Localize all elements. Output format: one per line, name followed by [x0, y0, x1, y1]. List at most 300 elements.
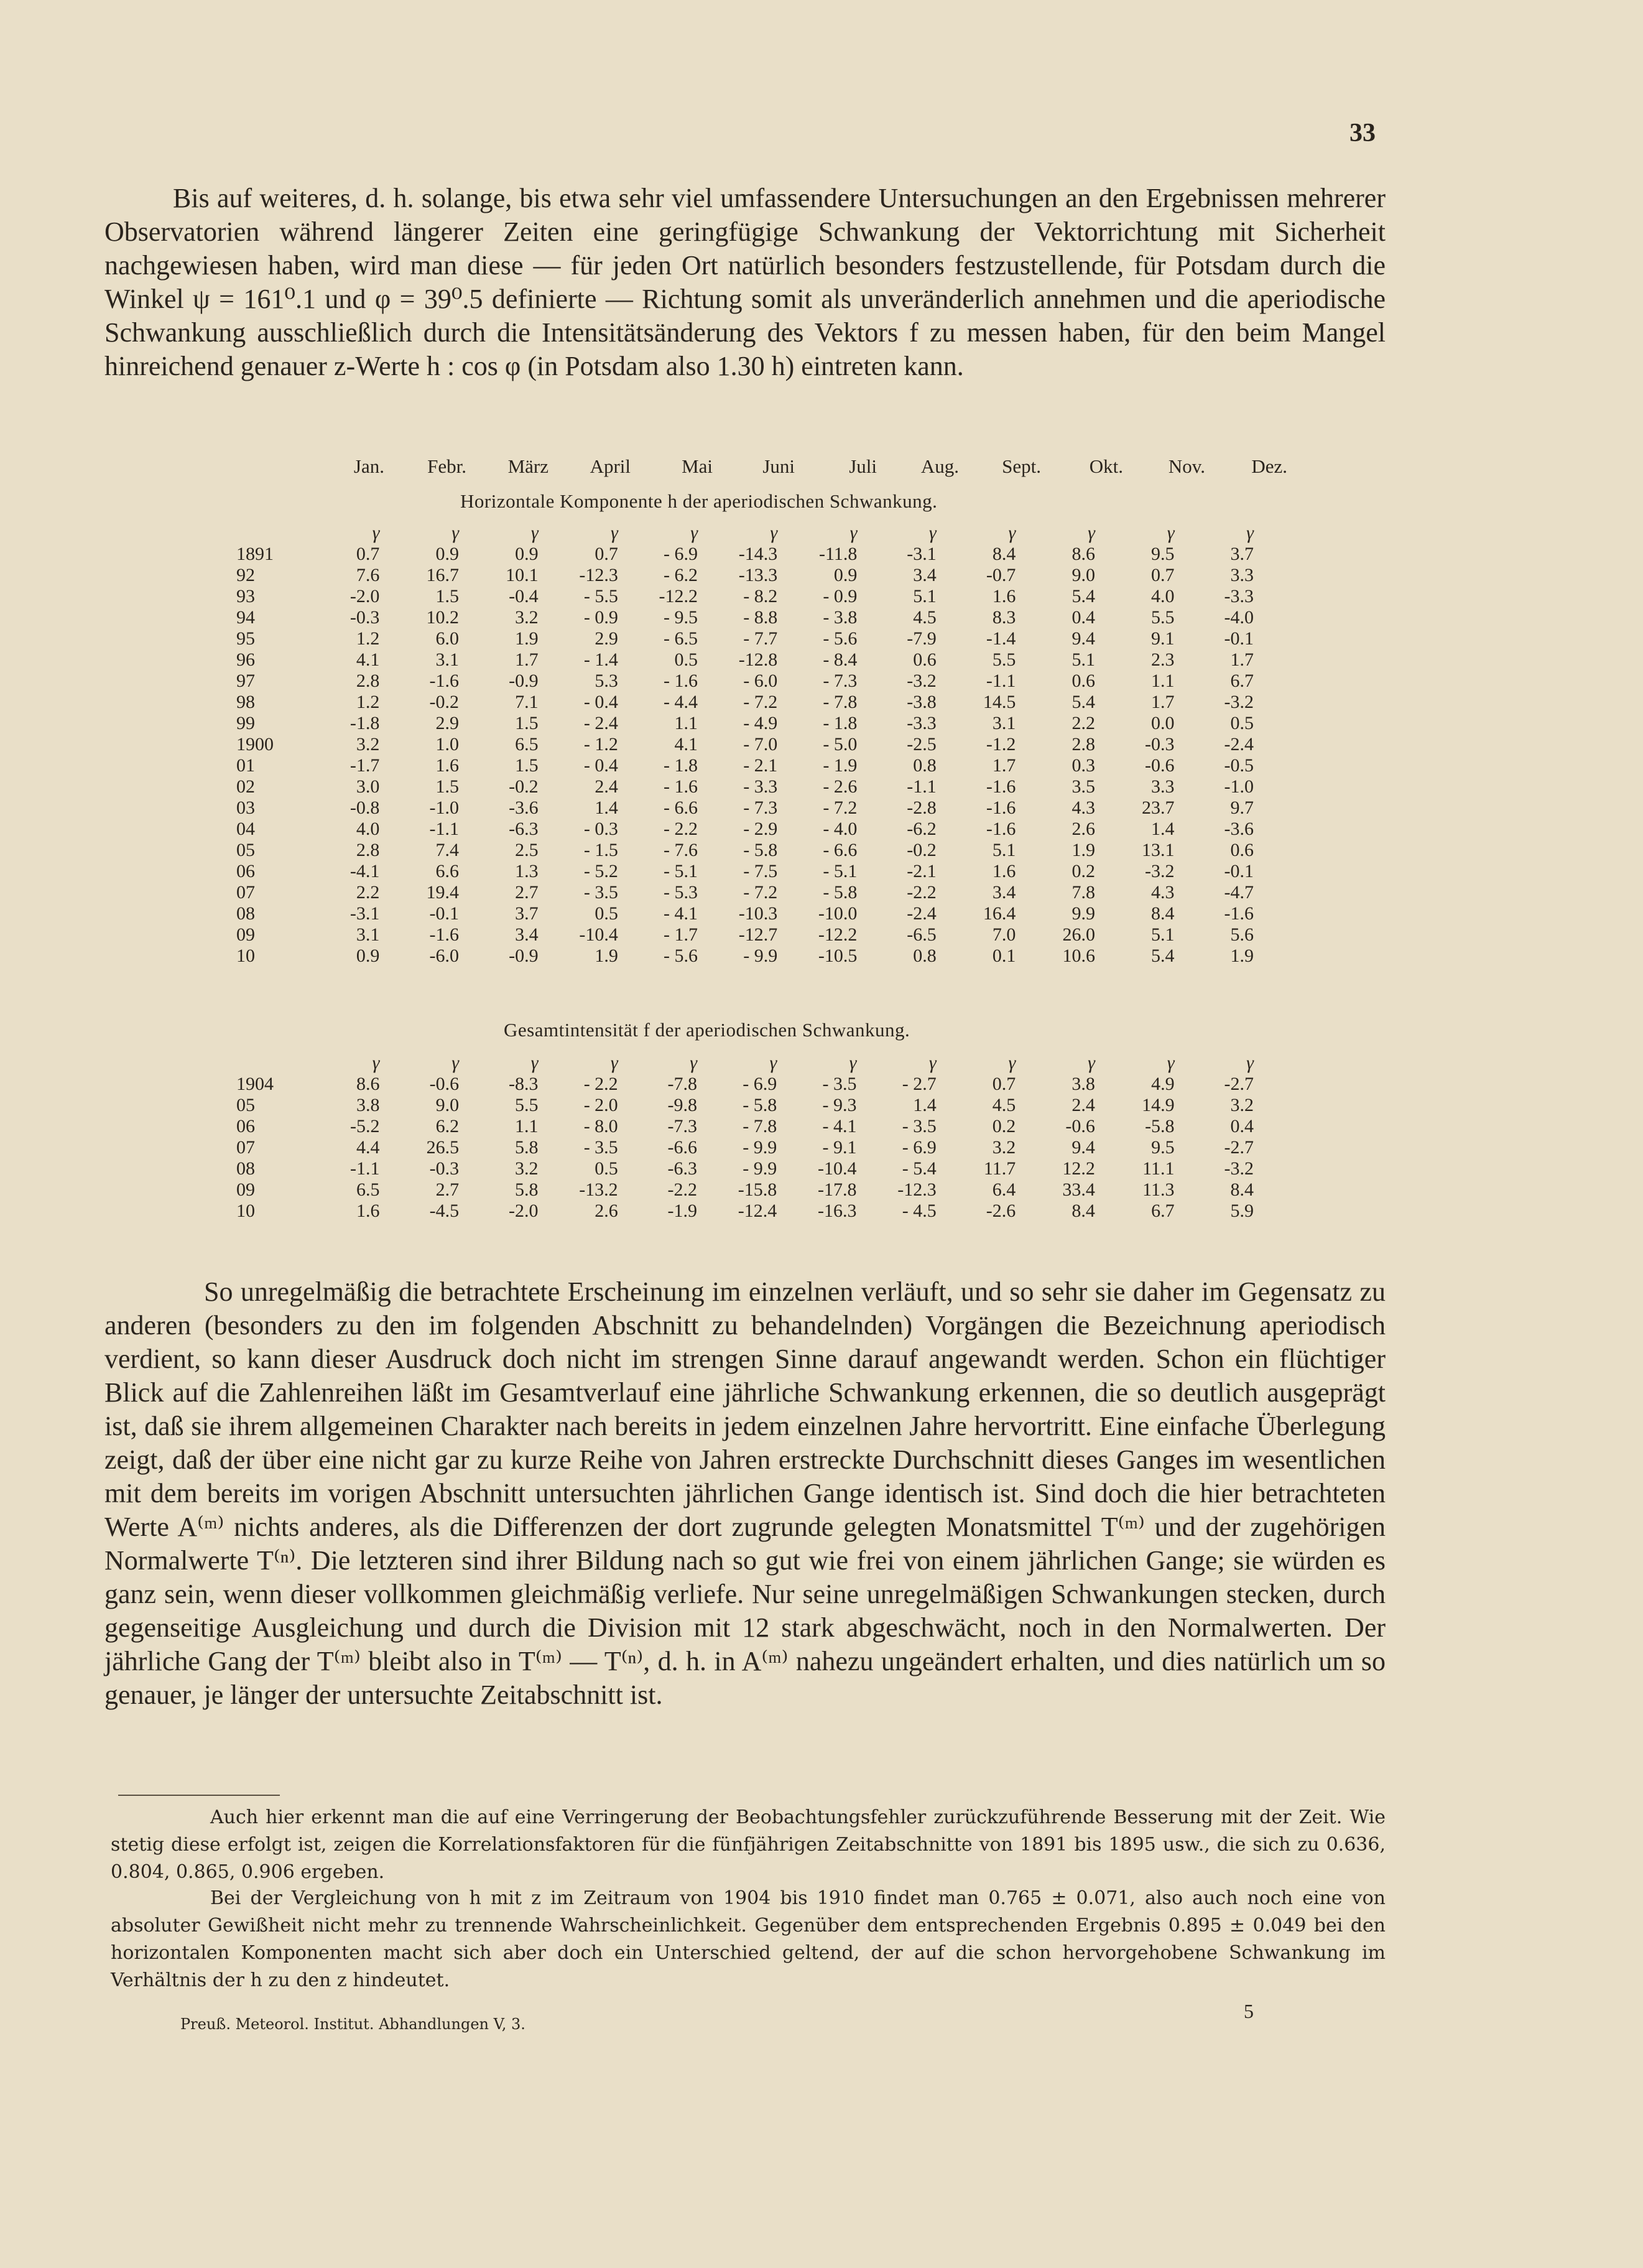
table-cell: 1.4 — [1151, 819, 1175, 839]
table-cell: -11.8 — [819, 544, 858, 564]
table-cell: 5.5 — [514, 1095, 539, 1115]
paragraph-intro: Bis auf weiteres, d. h. solange, bis etwa sehr viel umfassendere Untersuchungen an den Ergebnissen mehrerer Observatorien während längerer Zeiten eine geringfügige Schwankung der Vektorrichtung mit Sicherheit nachgewiesen haben, wird man diese — für jeden Ort natürlich besonders festzustellende, für Potsdam durch die Winkel ψ = 161⁰.1 und φ = 39⁰.5 definierte — Richtung somit als unveränderlich annehmen und die aperiodische Schwankung ausschließlich durch die Intensitätsänderung des Vektors f zu messen haben, für den beim Mangel hinreichend genauer z-Werte h : cos φ (in Potsdam also 1.30 h) eintreten kann. — [104, 183, 1386, 381]
table-cell: 8.6 — [1071, 544, 1095, 564]
table-cell: 10.6 — [1062, 946, 1095, 966]
footer-publication: Preuß. Meteorol. Institut. Abhandlungen V, 3. — [180, 2015, 525, 2033]
table-cell: - 6.5 — [664, 628, 698, 649]
table-cell: 19.4 — [426, 882, 460, 903]
table-cell: -0.1 — [429, 903, 460, 924]
table-cell: -0.3 — [429, 1158, 460, 1179]
table-cell: -0.7 — [986, 565, 1016, 585]
table-cell: 5.1 — [992, 840, 1016, 860]
table-cell: -8.3 — [508, 1074, 539, 1094]
unit-symbol: γ — [1246, 523, 1254, 543]
table-cell: 3.2 — [992, 1137, 1016, 1158]
unit-symbol: γ — [1088, 1053, 1095, 1073]
table-cell: -5.2 — [349, 1116, 380, 1136]
table-cell: 0.8 — [913, 946, 937, 966]
table-cell: 2.8 — [356, 671, 380, 691]
row-year: 08 — [236, 1158, 255, 1179]
table-cell: 2.3 — [1151, 649, 1175, 670]
table-cell: 4.3 — [1071, 797, 1095, 818]
table-cell: - 3.3 — [743, 776, 778, 797]
table-cell: 33.4 — [1062, 1179, 1095, 1200]
table-cell: -12.3 — [579, 565, 618, 585]
table-cell: 2.2 — [1071, 713, 1095, 733]
table-row — [236, 1095, 1256, 1116]
table-cell: -1.4 — [986, 628, 1016, 649]
table-row — [236, 797, 1256, 819]
table-cell: - 2.9 — [743, 819, 778, 839]
table-cell: -0.9 — [509, 671, 539, 691]
table-cell: 5.9 — [1230, 1201, 1254, 1221]
table-cell: - 2.2 — [583, 1074, 618, 1094]
row-year: 01 — [236, 755, 255, 776]
table-cell: 10.2 — [426, 607, 460, 628]
unit-symbol: γ — [770, 523, 778, 543]
unit-symbol: γ — [690, 1053, 698, 1073]
table-cell: 7.1 — [515, 692, 539, 712]
table-cell: 8.4 — [1151, 903, 1175, 924]
table-cell: 4.1 — [674, 734, 698, 755]
table-cell: - 9.5 — [664, 607, 698, 628]
table-row — [236, 565, 1256, 586]
table-cell: 16.7 — [426, 565, 460, 585]
row-year: 07 — [236, 882, 255, 903]
month-label: Febr. — [427, 455, 466, 477]
table-cell: 1.1 — [514, 1116, 539, 1136]
table-cell: - 5.6 — [664, 946, 698, 966]
table-cell: -0.6 — [1065, 1116, 1095, 1136]
table-cell: - 6.0 — [743, 671, 778, 691]
table-cell: -2.0 — [508, 1201, 539, 1221]
table-cell: -4.0 — [1224, 607, 1254, 628]
table-row — [236, 861, 1256, 882]
table-cell: 2.8 — [1071, 734, 1095, 755]
table-cell: - 7.2 — [743, 692, 778, 712]
row-year: 08 — [236, 903, 255, 924]
table-cell: -1.1 — [429, 819, 460, 839]
table-cell: 10.1 — [506, 565, 539, 585]
table-cell: -6.0 — [429, 946, 460, 966]
table-cell: 9.4 — [1071, 628, 1095, 649]
table-cell: - 9.9 — [743, 1137, 777, 1158]
table1-caption: Horizontale Komponente h der aperiodischen Schwankung. — [460, 490, 938, 512]
table-cell: 7.6 — [356, 565, 380, 585]
unit-symbol: γ — [1008, 1053, 1016, 1073]
table-cell: 3.2 — [514, 1158, 539, 1179]
row-year: 09 — [236, 924, 255, 945]
table-row — [236, 649, 1256, 671]
table-cell: 2.7 — [515, 882, 539, 903]
footnote-2: Bei der Vergleichung von h mit z im Zeitraum von 1904 bis 1910 findet man 0.765 ± 0.071, also auch noch eine von absoluter Gewißheit nicht mehr zu trennende Wahrscheinlichkeit. Gegenüber dem entsprechenden Ergebnis 0.895 ± 0.049 bei den horizontalen Komponenten macht sich aber doch ein Unterschied geltend, der auf die schon hervorgehobene Schwankung im Verhältnis der h zu den z hindeutet. — [111, 1887, 1386, 1991]
table-cell: 1.3 — [515, 861, 539, 881]
table-cell: -17.8 — [817, 1179, 857, 1200]
table-cell: 3.0 — [356, 776, 380, 797]
table-cell: 1.6 — [992, 861, 1016, 881]
table-cell: -12.7 — [738, 924, 778, 945]
table-cell: - 3.5 — [583, 1137, 618, 1158]
table-cell: -3.6 — [509, 797, 539, 818]
unit-symbol: γ — [849, 1053, 857, 1073]
table-cell: 1.9 — [1071, 840, 1095, 860]
table-cell: 11.3 — [1142, 1179, 1175, 1200]
table-row — [236, 586, 1256, 607]
table-cell: -6.5 — [907, 924, 937, 945]
table-cell: 3.1 — [992, 713, 1016, 733]
table-cell: - 7.3 — [823, 671, 858, 691]
table-cell: - 1.6 — [664, 671, 698, 691]
row-year: 05 — [236, 840, 255, 860]
table-cell: 11.1 — [1142, 1158, 1175, 1179]
table-cell: - 5.4 — [902, 1158, 937, 1179]
table-cell: 2.4 — [595, 776, 618, 797]
table-cell: -1.6 — [1224, 903, 1254, 924]
table-cell: 3.2 — [515, 607, 539, 628]
table-cell: -1.6 — [986, 797, 1016, 818]
table-cell: -12.8 — [738, 649, 778, 670]
table-row — [236, 882, 1256, 903]
table-cell: 0.9 — [833, 565, 858, 585]
table-cell: -12.4 — [738, 1201, 777, 1221]
table-cell: -10.5 — [818, 946, 858, 966]
table-cell: 4.5 — [992, 1095, 1016, 1115]
table-cell: - 5.8 — [743, 840, 778, 860]
table-cell: 8.4 — [1071, 1201, 1095, 1221]
table-cell: 6.7 — [1151, 1201, 1175, 1221]
table-cell: - 5.1 — [664, 861, 698, 881]
table-cell: - 6.6 — [664, 797, 698, 818]
table-cell: 1.7 — [1151, 692, 1175, 712]
table-cell: -0.2 — [429, 692, 460, 712]
table-cell: - 7.3 — [743, 797, 778, 818]
row-year: 95 — [236, 628, 255, 649]
table-cell: 9.1 — [1151, 628, 1175, 649]
table-cell: 7.8 — [1071, 882, 1095, 903]
table-cell: 2.4 — [1071, 1095, 1095, 1115]
table-cell: -10.4 — [817, 1158, 857, 1179]
table-cell: -2.8 — [907, 797, 937, 818]
table-cell: 2.7 — [435, 1179, 460, 1200]
table-cell: -2.7 — [1224, 1137, 1254, 1158]
table-cell: -3.1 — [907, 544, 937, 564]
table-cell: -2.0 — [349, 586, 380, 607]
table-row — [236, 1179, 1256, 1201]
table-cell: 8.4 — [1230, 1179, 1254, 1200]
month-label: Okt. — [1089, 455, 1123, 477]
table-cell: - 2.7 — [902, 1074, 937, 1094]
table-cell: -0.3 — [1145, 734, 1175, 755]
table-cell: - 1.2 — [583, 734, 618, 755]
table-cell: - 8.8 — [743, 607, 778, 628]
month-label: April — [590, 455, 631, 477]
table-cell: -3.2 — [1145, 861, 1175, 881]
table-cell: - 0.4 — [583, 755, 618, 776]
table-cell: 3.2 — [356, 734, 380, 755]
table-cell: - 6.9 — [902, 1137, 937, 1158]
table-cell: - 6.6 — [823, 840, 858, 860]
table-cell: 3.8 — [1071, 1074, 1095, 1094]
table-cell: 0.7 — [356, 544, 380, 564]
table-cell: -1.1 — [986, 671, 1016, 691]
table-cell: - 9.3 — [822, 1095, 857, 1115]
table-cell: 4.1 — [356, 649, 380, 670]
table-cell: 3.3 — [1230, 565, 1254, 585]
month-label: Jan. — [353, 455, 384, 477]
table-row — [236, 755, 1256, 776]
table-cell: - 2.6 — [823, 776, 858, 797]
month-label: Sept. — [1002, 455, 1041, 477]
table-cell: - 6.9 — [664, 544, 698, 564]
table-total-intensity — [236, 1053, 1256, 1222]
row-year: 09 — [236, 1179, 255, 1200]
table-cell: 0.5 — [595, 1158, 618, 1179]
row-year: 05 — [236, 1095, 255, 1115]
table-cell: 2.9 — [595, 628, 618, 649]
unit-symbol: γ — [928, 523, 937, 543]
unit-symbol: γ — [611, 523, 618, 543]
table-cell: 11.7 — [983, 1158, 1016, 1179]
table-cell: - 2.1 — [743, 755, 778, 776]
row-year: 96 — [236, 649, 255, 670]
table-cell: - 3.8 — [823, 607, 858, 628]
table-cell: -7.3 — [667, 1116, 698, 1136]
unit-symbol: γ — [1088, 523, 1095, 543]
table-cell: 0.6 — [913, 649, 937, 670]
table-cell: -12.2 — [659, 586, 698, 607]
paragraph-main: So unregelmäßig die betrachtete Erscheinung im einzelnen verläuft, und so sehr sie daher im Gegensatz zu anderen (besonders zu den im folgenden Abschnitt zu behandelnden) Vorgängen die Bezeichnung aperiodisch verdient, so kann dieser Ausdruck doch nicht im strengen Sinne darauf angewandt werden. Schon ein flüchtiger Blick auf die Zahlenreihen läßt im Gesamtverlauf eine jährliche Schwankung erkennen, die so deutlich ausgeprägt ist, daß sie ihrem allgemeinen Charakter nach bereits in jedem einzelnen Jahre hervortritt. Eine einfache Überlegung zeigt, daß der über eine nicht gar zu kurze Reihe von Jahren erstreckte Durchschnitt dieses Ganges im wesentlichen mit dem bereits im vorigen Abschnitt untersuchten jährlichen Gange identisch ist. Sind doch die hier betrachteten Werte A⁽ᵐ⁾ nichts anderes, als die Differenzen der dort zugrunde gelegten Monatsmittel T⁽ᵐ⁾ und der zugehörigen Normalwerte T⁽ⁿ⁾. Die letzteren sind ihrer Bildung nach so gut wie frei von einem jährlichen Gange; sie würden es ganz sein, wenn dieser vollkommen gleichmäßig verliefe. Nur seine unregelmäßigen Schwankungen stecken, durch gegenseitige Ausgleichung und durch die Division mit 12 stark abgeschwächt, noch in den Normalwerten. Der jährliche Gang der T⁽ᵐ⁾ bleibt also in T⁽ᵐ⁾ — T⁽ⁿ⁾, d. h. in A⁽ᵐ⁾ nahezu ungeändert erhalten, und dies natürlich um so genauer, je länger der untersuchte Zeitabschnitt ist. — [104, 1276, 1386, 1710]
table-cell: 1.1 — [1151, 671, 1175, 691]
row-year: 92 — [236, 565, 255, 585]
table-cell: -10.0 — [818, 903, 858, 924]
table-cell: -6.2 — [907, 819, 937, 839]
table-cell: -0.2 — [509, 776, 539, 797]
table-cell: -4.7 — [1224, 882, 1254, 903]
unit-symbol: γ — [928, 1053, 937, 1073]
row-year: 1891 — [236, 544, 274, 564]
table-cell: - 5.8 — [823, 882, 858, 903]
table-cell: - 4.0 — [823, 819, 858, 839]
table-cell: -3.6 — [1224, 819, 1254, 839]
table-cell: 2.2 — [356, 882, 380, 903]
table-cell: - 5.5 — [583, 586, 618, 607]
table-cell: 5.6 — [1230, 924, 1254, 945]
table-cell: -6.3 — [667, 1158, 698, 1179]
table-cell: - 5.0 — [823, 734, 858, 755]
table-cell: - 1.6 — [664, 776, 698, 797]
table-cell: -2.4 — [1224, 734, 1254, 755]
table-cell: 23.7 — [1142, 797, 1175, 818]
table-cell: 5.5 — [1151, 607, 1175, 628]
table-cell: - 7.8 — [823, 692, 858, 712]
table-row — [236, 544, 1256, 565]
row-year: 1904 — [236, 1074, 274, 1094]
table-cell: 7.0 — [992, 924, 1016, 945]
table-cell: -6.6 — [667, 1137, 698, 1158]
table-cell: 9.4 — [1071, 1137, 1095, 1158]
row-year: 94 — [236, 607, 255, 628]
table-cell: 5.4 — [1071, 692, 1095, 712]
table-cell: 5.4 — [1151, 946, 1175, 966]
table-cell: 9.9 — [1071, 903, 1095, 924]
table-cell: -3.2 — [1224, 1158, 1254, 1179]
table-cell: 5.5 — [992, 649, 1016, 670]
table-cell: - 3.5 — [822, 1074, 857, 1094]
table-cell: 2.9 — [435, 713, 460, 733]
row-year: 03 — [236, 797, 255, 818]
table-cell: - 7.7 — [743, 628, 778, 649]
table-cell: 16.4 — [983, 903, 1016, 924]
page-number: 33 — [1349, 119, 1376, 147]
table-cell: 0.4 — [1230, 1116, 1254, 1136]
table-cell: - 8.2 — [743, 586, 778, 607]
table-cell: 1.5 — [515, 755, 539, 776]
table-cell: - 3.5 — [583, 882, 618, 903]
row-year: 10 — [236, 1201, 255, 1221]
table-cell: 26.5 — [426, 1137, 460, 1158]
table-cell: 6.2 — [435, 1116, 460, 1136]
table-cell: -15.8 — [738, 1179, 777, 1200]
table-cell: 0.1 — [992, 946, 1016, 966]
table-row — [236, 819, 1256, 840]
table-cell: -2.2 — [667, 1179, 698, 1200]
table-cell: 0.7 — [595, 544, 618, 564]
footnote-divider — [118, 1795, 280, 1796]
table-cell: -4.1 — [349, 861, 380, 881]
table-cell: 0.0 — [1151, 713, 1175, 733]
table-cell: -3.1 — [349, 903, 380, 924]
table-row — [236, 1158, 1256, 1179]
table-cell: 14.9 — [1142, 1095, 1175, 1115]
table-cell: 6.5 — [515, 734, 539, 755]
table-cell: -0.1 — [1224, 861, 1254, 881]
table-cell: 4.9 — [1151, 1074, 1175, 1094]
table-cell: - 6.9 — [743, 1074, 777, 1094]
unit-symbol: γ — [451, 1053, 460, 1073]
table-cell: -2.2 — [907, 882, 937, 903]
table-cell: 9.5 — [1151, 1137, 1175, 1158]
table-cell: 1.6 — [435, 755, 460, 776]
table-cell: 0.7 — [992, 1074, 1016, 1094]
row-year: 06 — [236, 861, 255, 881]
table-cell: 1.5 — [515, 713, 539, 733]
table-row — [236, 903, 1256, 924]
table-cell: - 9.9 — [743, 1158, 777, 1179]
table-cell: -0.3 — [349, 607, 380, 628]
table-cell: -1.0 — [429, 797, 460, 818]
table-cell: - 0.4 — [583, 692, 618, 712]
table-cell: -1.1 — [349, 1158, 380, 1179]
table-cell: 6.7 — [1230, 671, 1254, 691]
table-row — [236, 1201, 1256, 1222]
table-cell: 4.4 — [356, 1137, 380, 1158]
table-cell: -0.1 — [1224, 628, 1254, 649]
row-year: 04 — [236, 819, 255, 839]
table-cell: -2.7 — [1224, 1074, 1254, 1094]
table-cell: -3.3 — [1224, 586, 1254, 607]
table-cell: -1.8 — [349, 713, 380, 733]
unit-symbol: γ — [769, 1053, 777, 1073]
table-cell: 4.3 — [1151, 882, 1175, 903]
table-cell: - 7.0 — [743, 734, 778, 755]
table-cell: 1.4 — [595, 797, 618, 818]
table-row — [236, 1074, 1256, 1095]
month-header — [236, 453, 1290, 480]
table-cell: 3.4 — [515, 924, 539, 945]
table-cell: 0.4 — [1071, 607, 1095, 628]
month-label: Mai — [682, 455, 713, 477]
table-cell: - 7.6 — [664, 840, 698, 860]
table-cell: - 7.2 — [823, 797, 858, 818]
table-cell: -0.9 — [509, 946, 539, 966]
unit-symbol: γ — [530, 523, 539, 543]
table-cell: -3.3 — [907, 713, 937, 733]
table-cell: - 9.1 — [822, 1137, 857, 1158]
table-cell: - 3.5 — [902, 1116, 937, 1136]
table-cell: -1.7 — [349, 755, 380, 776]
table-cell: 1.2 — [356, 628, 380, 649]
table-cell: - 5.2 — [583, 861, 618, 881]
table-cell: 1.7 — [992, 755, 1016, 776]
table-cell: 26.0 — [1062, 924, 1095, 945]
table-cell: 5.1 — [1071, 649, 1095, 670]
table-row — [236, 713, 1256, 734]
table-cell: - 9.9 — [743, 946, 778, 966]
table-cell: 0.2 — [992, 1116, 1016, 1136]
table-cell: 4.0 — [356, 819, 380, 839]
table-cell: 7.4 — [435, 840, 460, 860]
table-cell: -3.8 — [907, 692, 937, 712]
table-cell: -0.4 — [509, 586, 539, 607]
table-cell: 6.0 — [435, 628, 460, 649]
table-cell: 0.9 — [356, 946, 380, 966]
table-cell: 13.1 — [1142, 840, 1175, 860]
table-cell: - 5.3 — [664, 882, 698, 903]
table-cell: - 0.9 — [823, 586, 858, 607]
unit-symbol: γ — [451, 523, 460, 543]
sheet-number: 5 — [1244, 2000, 1254, 2022]
table-cell: - 4.5 — [902, 1201, 937, 1221]
table-cell: 5.1 — [1151, 924, 1175, 945]
table-cell: 0.6 — [1230, 840, 1254, 860]
table-cell: 3.8 — [356, 1095, 380, 1115]
table-cell: -10.3 — [738, 903, 778, 924]
table-row — [236, 628, 1256, 649]
month-label: Juli — [849, 455, 877, 477]
row-year: 02 — [236, 776, 255, 797]
unit-symbol: γ — [372, 523, 380, 543]
table-cell: 14.5 — [983, 692, 1016, 712]
table-cell: 0.9 — [515, 544, 539, 564]
table-cell: - 2.0 — [583, 1095, 618, 1115]
table-cell: -0.6 — [1145, 755, 1175, 776]
table-cell: 1.4 — [913, 1095, 937, 1115]
table-cell: 3.4 — [913, 565, 937, 585]
table-cell: -6.3 — [509, 819, 539, 839]
table-cell: -1.6 — [986, 819, 1016, 839]
table-cell: -7.9 — [907, 628, 937, 649]
table-cell: - 4.1 — [822, 1116, 857, 1136]
table-cell: -2.4 — [907, 903, 937, 924]
table-cell: 8.6 — [356, 1074, 380, 1094]
table-cell: - 8.4 — [823, 649, 858, 670]
table-cell: -13.2 — [579, 1179, 618, 1200]
table-cell: 0.3 — [1071, 755, 1095, 776]
table-cell: 3.5 — [1071, 776, 1095, 797]
table-cell: - 1.5 — [583, 840, 618, 860]
table-cell: - 1.4 — [583, 649, 618, 670]
unit-symbol: γ — [1167, 1053, 1175, 1073]
